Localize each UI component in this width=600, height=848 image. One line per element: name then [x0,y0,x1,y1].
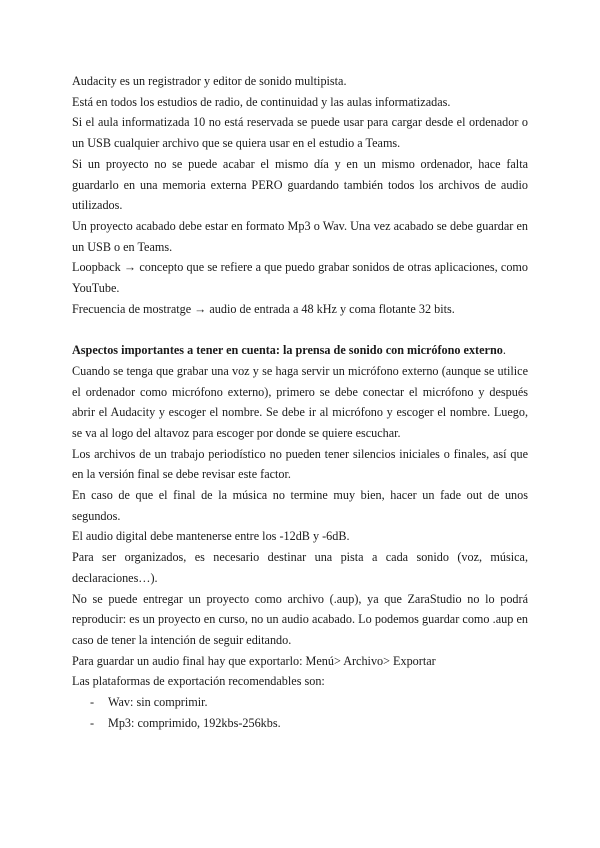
section-paragraph-5: Para ser organizados, es necesario destinar una pista a cada sonido (voz, música, declaraciones…). [72,550,528,585]
section-paragraph-6: No se puede entregar un proyecto como archivo (.aup), ya que ZaraStudio no lo podrá reproducir: es un proyecto en curso, no un audio acabado. Lo podemos guardar como .aup en caso de tener la intención de seguir editando. [72,591,528,647]
list-item [72,713,528,734]
section-heading-suffix: . [502,343,506,358]
intro-paragraph-4: Si un proyecto no se puede acabar el mismo día y en un mismo ordenador, hace falta guardarlo en una memoria externa PERO guardando también todos los archivos de audio utilizados. [72,156,528,213]
intro-paragraph-2: Está en todos los estudios de radio, de continuidad y las aulas informatizadas. [72,94,451,109]
list-bullet: - [90,695,95,710]
platforms-intro: Las plataformas de exportación recomendables son: [72,674,325,689]
intro-paragraph-6: Loopback → concepto que se refiere a que puedo grabar sonidos de otras aplicaciones, como YouTube. [72,260,528,296]
section-spacer [72,319,528,340]
list-item-text: Wav: sin comprimir. [108,695,208,710]
section-paragraph-4: El audio digital debe mantenerse entre los -12dB y -6dB. [72,529,350,544]
document-page [72,71,528,733]
section-heading-text: Aspectos importantes a tener en cuenta: la prensa de sonido con micrófono externo [72,343,503,358]
intro-paragraph-5: Un proyecto acabado debe estar en formato Mp3 o Wav. Una vez acabado se debe guardar en un USB o en Teams. [72,218,528,254]
intro-paragraph-3: Si el aula informatizada 10 no está reservada se puede usar para cargar desde el ordenador o un USB cualquier archivo que se quiera usar en el estudio a Teams. [72,115,528,151]
intro-paragraph-1: Audacity es un registrador y editor de sonido multipista. [72,74,347,88]
section-heading [72,340,528,361]
list-bullet: - [90,715,95,730]
section-paragraph-3: En caso de que el final de la música no termine muy bien, hacer un fade out de unos segundos. [72,488,528,523]
export-instructions: Para guardar un audio final hay que exportarlo: Menú> Archivo> Exportar [72,653,436,668]
intro-paragraph-7: Frecuencia de mostratge → audio de entrada a 48 kHz y coma flotante 32 bits. [72,301,455,316]
section-paragraph-2: Los archivos de un trabajo periodístico no pueden tener silencios iniciales o finales, así que en la versión final se debe revisar este factor. [72,446,528,482]
list-item-text: Mp3: comprimido, 192kbs-256kbs. [108,715,281,730]
section-paragraph-1: Cuando se tenga que grabar una voz y se haga servir un micrófono externo (aunque se utilice el ordenador como micrófono externo), primero se debe conectar el micrófono y después abrir el Audacity y escoger el nombre. Se debe ir al micrófono y escoger el nombre. Luego, se va al logo del altavoz para escoger por donde se quiere escuchar. [72,363,528,440]
list-item [72,692,528,713]
platforms-list [72,692,528,733]
